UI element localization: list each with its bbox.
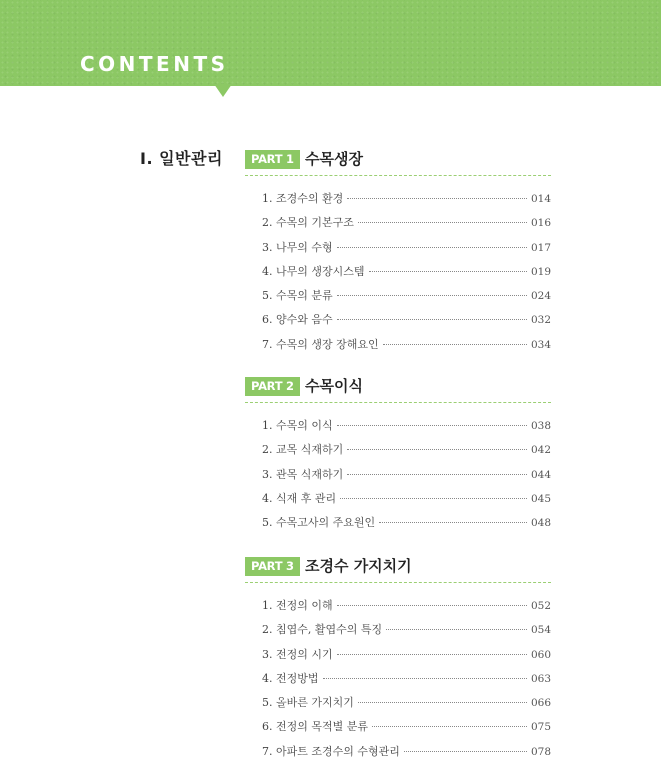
part-3-title: 조경수 가지치기 — [305, 557, 412, 575]
dot-leader — [369, 271, 527, 272]
dot-leader — [347, 474, 527, 475]
dot-leader — [358, 702, 527, 703]
toc-item[interactable] — [245, 597, 551, 621]
dot-leader — [337, 425, 527, 426]
toc-item-label: 4. 나무의 생장시스템 — [262, 264, 365, 278]
part-2-divider — [245, 402, 551, 403]
toc-item[interactable] — [245, 490, 551, 514]
toc-item[interactable] — [245, 239, 551, 263]
dot-leader — [337, 319, 527, 320]
toc-item[interactable] — [245, 646, 551, 670]
toc-item-label: 5. 올바른 가지치기 — [262, 696, 354, 710]
toc-item-page: 078 — [530, 745, 551, 758]
part-3-toc-list — [245, 597, 551, 767]
toc-item-label: 5. 수목의 분류 — [262, 289, 333, 303]
part-1-heading — [245, 149, 551, 171]
toc-item[interactable] — [245, 417, 551, 441]
toc-item[interactable] — [245, 743, 551, 767]
dot-leader — [340, 498, 527, 499]
toc-item-page: 044 — [530, 468, 551, 481]
part-2-title: 수목이식 — [305, 377, 363, 395]
toc-item-page: 042 — [530, 444, 551, 457]
toc-item-page: 054 — [530, 624, 551, 637]
toc-item-label: 3. 나무의 수형 — [262, 240, 333, 254]
toc-item-label: 3. 전정의 시기 — [262, 647, 333, 661]
dot-leader — [386, 629, 527, 630]
toc-item-page: 063 — [530, 672, 551, 685]
toc-item-page: 045 — [530, 492, 551, 505]
dot-leader — [337, 295, 527, 296]
dot-leader — [323, 678, 527, 679]
dot-leader — [347, 198, 527, 199]
toc-item-label: 5. 수목고사의 주요원인 — [262, 516, 376, 530]
toc-item-page: 052 — [530, 600, 551, 612]
dot-leader — [337, 247, 527, 248]
toc-item[interactable] — [245, 263, 551, 287]
toc-item-label: 1. 수목의 이식 — [262, 419, 333, 432]
dot-leader — [379, 522, 527, 523]
dot-leader — [347, 449, 527, 450]
toc-item-page: 014 — [530, 193, 551, 205]
toc-item-label: 6. 전정의 목적별 분류 — [262, 720, 368, 734]
part-3-badge: PART 3 — [245, 557, 300, 576]
part-1-section — [245, 149, 551, 360]
toc-item[interactable] — [245, 214, 551, 238]
part-1-title: 수목생장 — [305, 150, 363, 168]
toc-item-label: 4. 전정방법 — [262, 671, 319, 685]
toc-item-label: 7. 아파트 조경수의 수형관리 — [262, 744, 400, 758]
toc-item[interactable] — [245, 287, 551, 311]
toc-item-label: 1. 전정의 이해 — [262, 599, 333, 612]
part-3-divider — [245, 582, 551, 583]
toc-item[interactable] — [245, 621, 551, 645]
toc-item-page: 048 — [530, 517, 551, 530]
toc-item-page: 034 — [530, 338, 551, 351]
toc-item[interactable] — [245, 670, 551, 694]
dot-leader — [337, 605, 527, 606]
toc-item-page: 017 — [530, 241, 551, 254]
page-title: CONTENTS — [80, 52, 229, 76]
dot-leader — [404, 751, 527, 752]
toc-item-page: 075 — [530, 721, 551, 734]
toc-item[interactable] — [245, 311, 551, 335]
toc-item-page: 060 — [530, 648, 551, 661]
part-1-divider — [245, 175, 551, 176]
toc-item[interactable] — [245, 190, 551, 214]
toc-item-page: 024 — [530, 290, 551, 303]
dot-leader — [372, 726, 527, 727]
toc-item[interactable] — [245, 466, 551, 490]
toc-item-page: 019 — [530, 265, 551, 278]
part-1-badge: PART 1 — [245, 150, 300, 169]
toc-item-label: 2. 교목 식재하기 — [262, 443, 344, 457]
toc-item-page: 016 — [530, 217, 551, 230]
part-3-section — [245, 556, 551, 767]
toc-item-page: 066 — [530, 697, 551, 710]
toc-item-page: 032 — [530, 314, 551, 327]
toc-item-label: 3. 관목 식재하기 — [262, 467, 344, 481]
toc-item-label: 6. 양수와 음수 — [262, 313, 333, 327]
toc-item[interactable] — [245, 718, 551, 742]
toc-item[interactable] — [245, 514, 551, 538]
toc-item-label: 4. 식재 후 관리 — [262, 491, 337, 505]
part-2-badge: PART 2 — [245, 377, 300, 396]
dot-leader — [337, 654, 527, 655]
toc-item[interactable] — [245, 336, 551, 360]
part-2-section — [245, 376, 551, 538]
part-2-toc-list — [245, 417, 551, 538]
toc-item-label: 1. 조경수의 환경 — [262, 192, 344, 205]
toc-item[interactable] — [245, 694, 551, 718]
part-2-heading — [245, 376, 551, 398]
toc-item-label: 2. 침엽수, 활엽수의 특징 — [262, 623, 383, 637]
header-notch — [214, 84, 232, 97]
dot-leader — [383, 344, 527, 345]
toc-item[interactable] — [245, 441, 551, 465]
toc-item-label: 7. 수목의 생장 장해요인 — [262, 337, 379, 351]
toc-item-page: 038 — [530, 420, 551, 432]
part-1-toc-list — [245, 190, 551, 360]
toc-item-label: 2. 수목의 기본구조 — [262, 216, 354, 230]
chapter-label: Ⅰ. 일반관리 — [140, 149, 223, 168]
dot-leader — [358, 222, 527, 223]
part-3-heading — [245, 556, 551, 578]
